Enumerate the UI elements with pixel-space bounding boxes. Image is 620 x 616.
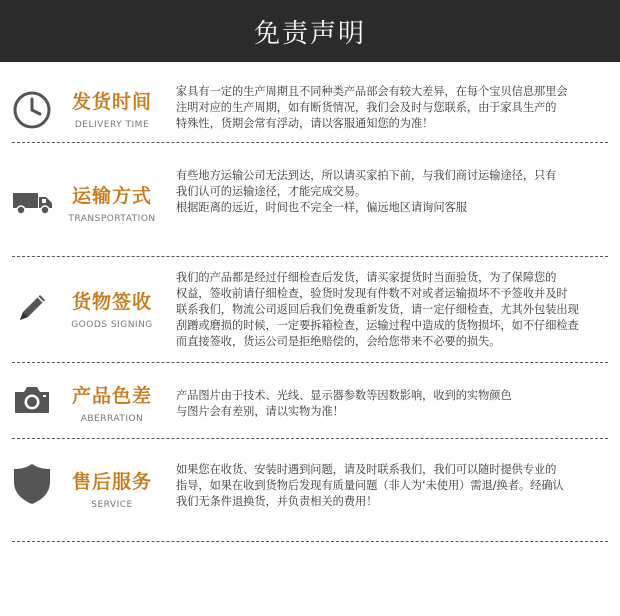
section-divider: [12, 256, 608, 257]
section-body: [176, 462, 606, 510]
section-subtitle: DELIVERY TIME: [74, 120, 150, 130]
section-body: [176, 168, 606, 216]
section-divider: [12, 362, 608, 363]
body-line: 指导，如果在收到货物后发现有质量问题（非人为‘未使用）需退/换者。经确认: [176, 479, 564, 492]
shield-icon: [12, 462, 52, 502]
section-divider: [12, 438, 608, 439]
body-line: 注明对应的生产周期，如有断货情况，我们会及时与您联系，由于家具生产的: [176, 101, 557, 114]
section-title: 售后服务: [71, 471, 152, 493]
section-body: [176, 270, 606, 350]
body-line: 特殊性，货期会常有浮动，请以客服通知您的为准！: [176, 117, 434, 130]
section-title: 货物签收: [71, 291, 152, 313]
body-line: 根据距离的远近，时间也不完全一样，偏远地区请询问客服: [176, 201, 467, 214]
section-body: [176, 84, 606, 132]
body-line: 家具有一定的生产周期且不同种类产品部会有较大差异，在每个宝贝信息那里会: [176, 85, 568, 98]
section-title: 运输方式: [71, 185, 152, 207]
camera-icon: [12, 380, 52, 420]
section-subtitle: ABERRATION: [80, 414, 144, 424]
body-line: 刮蹭或磨损的时候，一定要拆箱检查，运输过程中造成的货物损坏，如不仔细检查: [176, 319, 579, 332]
section-divider: [12, 541, 608, 542]
body-line: 我们认可的运输途径，才能完成交易。: [176, 185, 367, 198]
section-subtitle: GOODS SIGNING: [71, 320, 153, 330]
page-header: [0, 0, 620, 62]
body-line: 而直接签收，货运公司是拒绝赔偿的，会给您带来不必要的损失。: [176, 335, 501, 348]
body-line: 联系我们，物流公司返回后我们免费重新发货，请一定仔细检查，尤其外包装出现: [176, 303, 579, 316]
truck-icon: [12, 182, 52, 222]
body-line: 产品图片由于技术、光线、显示器参数等因数影响，收到的实物颜色: [176, 389, 512, 402]
section-title: 产品色差: [71, 385, 152, 407]
section-title: 发货时间: [71, 91, 152, 113]
body-line: 有些地方运输公司无法到达，所以请买家拍下前，与我们商讨运输途径，只有: [176, 169, 557, 182]
section-subtitle: TRANSPORTATION: [68, 214, 156, 224]
body-line: 如果您在收货、安装时遇到问题，请及时联系我们，我们可以随时提供专业的: [176, 463, 557, 476]
section-divider: [12, 142, 608, 143]
body-line: 我们无条件退换货，并负责相关的费用！: [176, 495, 378, 508]
pen-icon: [12, 288, 52, 328]
body-line: 权益，签收前请仔细检查，验货时发现有件数不对或者运输损坏不予签收并及时: [176, 287, 568, 300]
page-title: 免责声明: [253, 18, 366, 49]
section-subtitle: SERVICE: [91, 500, 133, 510]
section-body: [176, 388, 606, 420]
body-line: 我们的产品都是经过仔细检查后发货，请买家提货时当面验货，为了保障您的: [176, 271, 557, 284]
body-line: 与图片会有差别，请以实物为准！: [176, 405, 344, 418]
clock-icon: [12, 90, 52, 130]
